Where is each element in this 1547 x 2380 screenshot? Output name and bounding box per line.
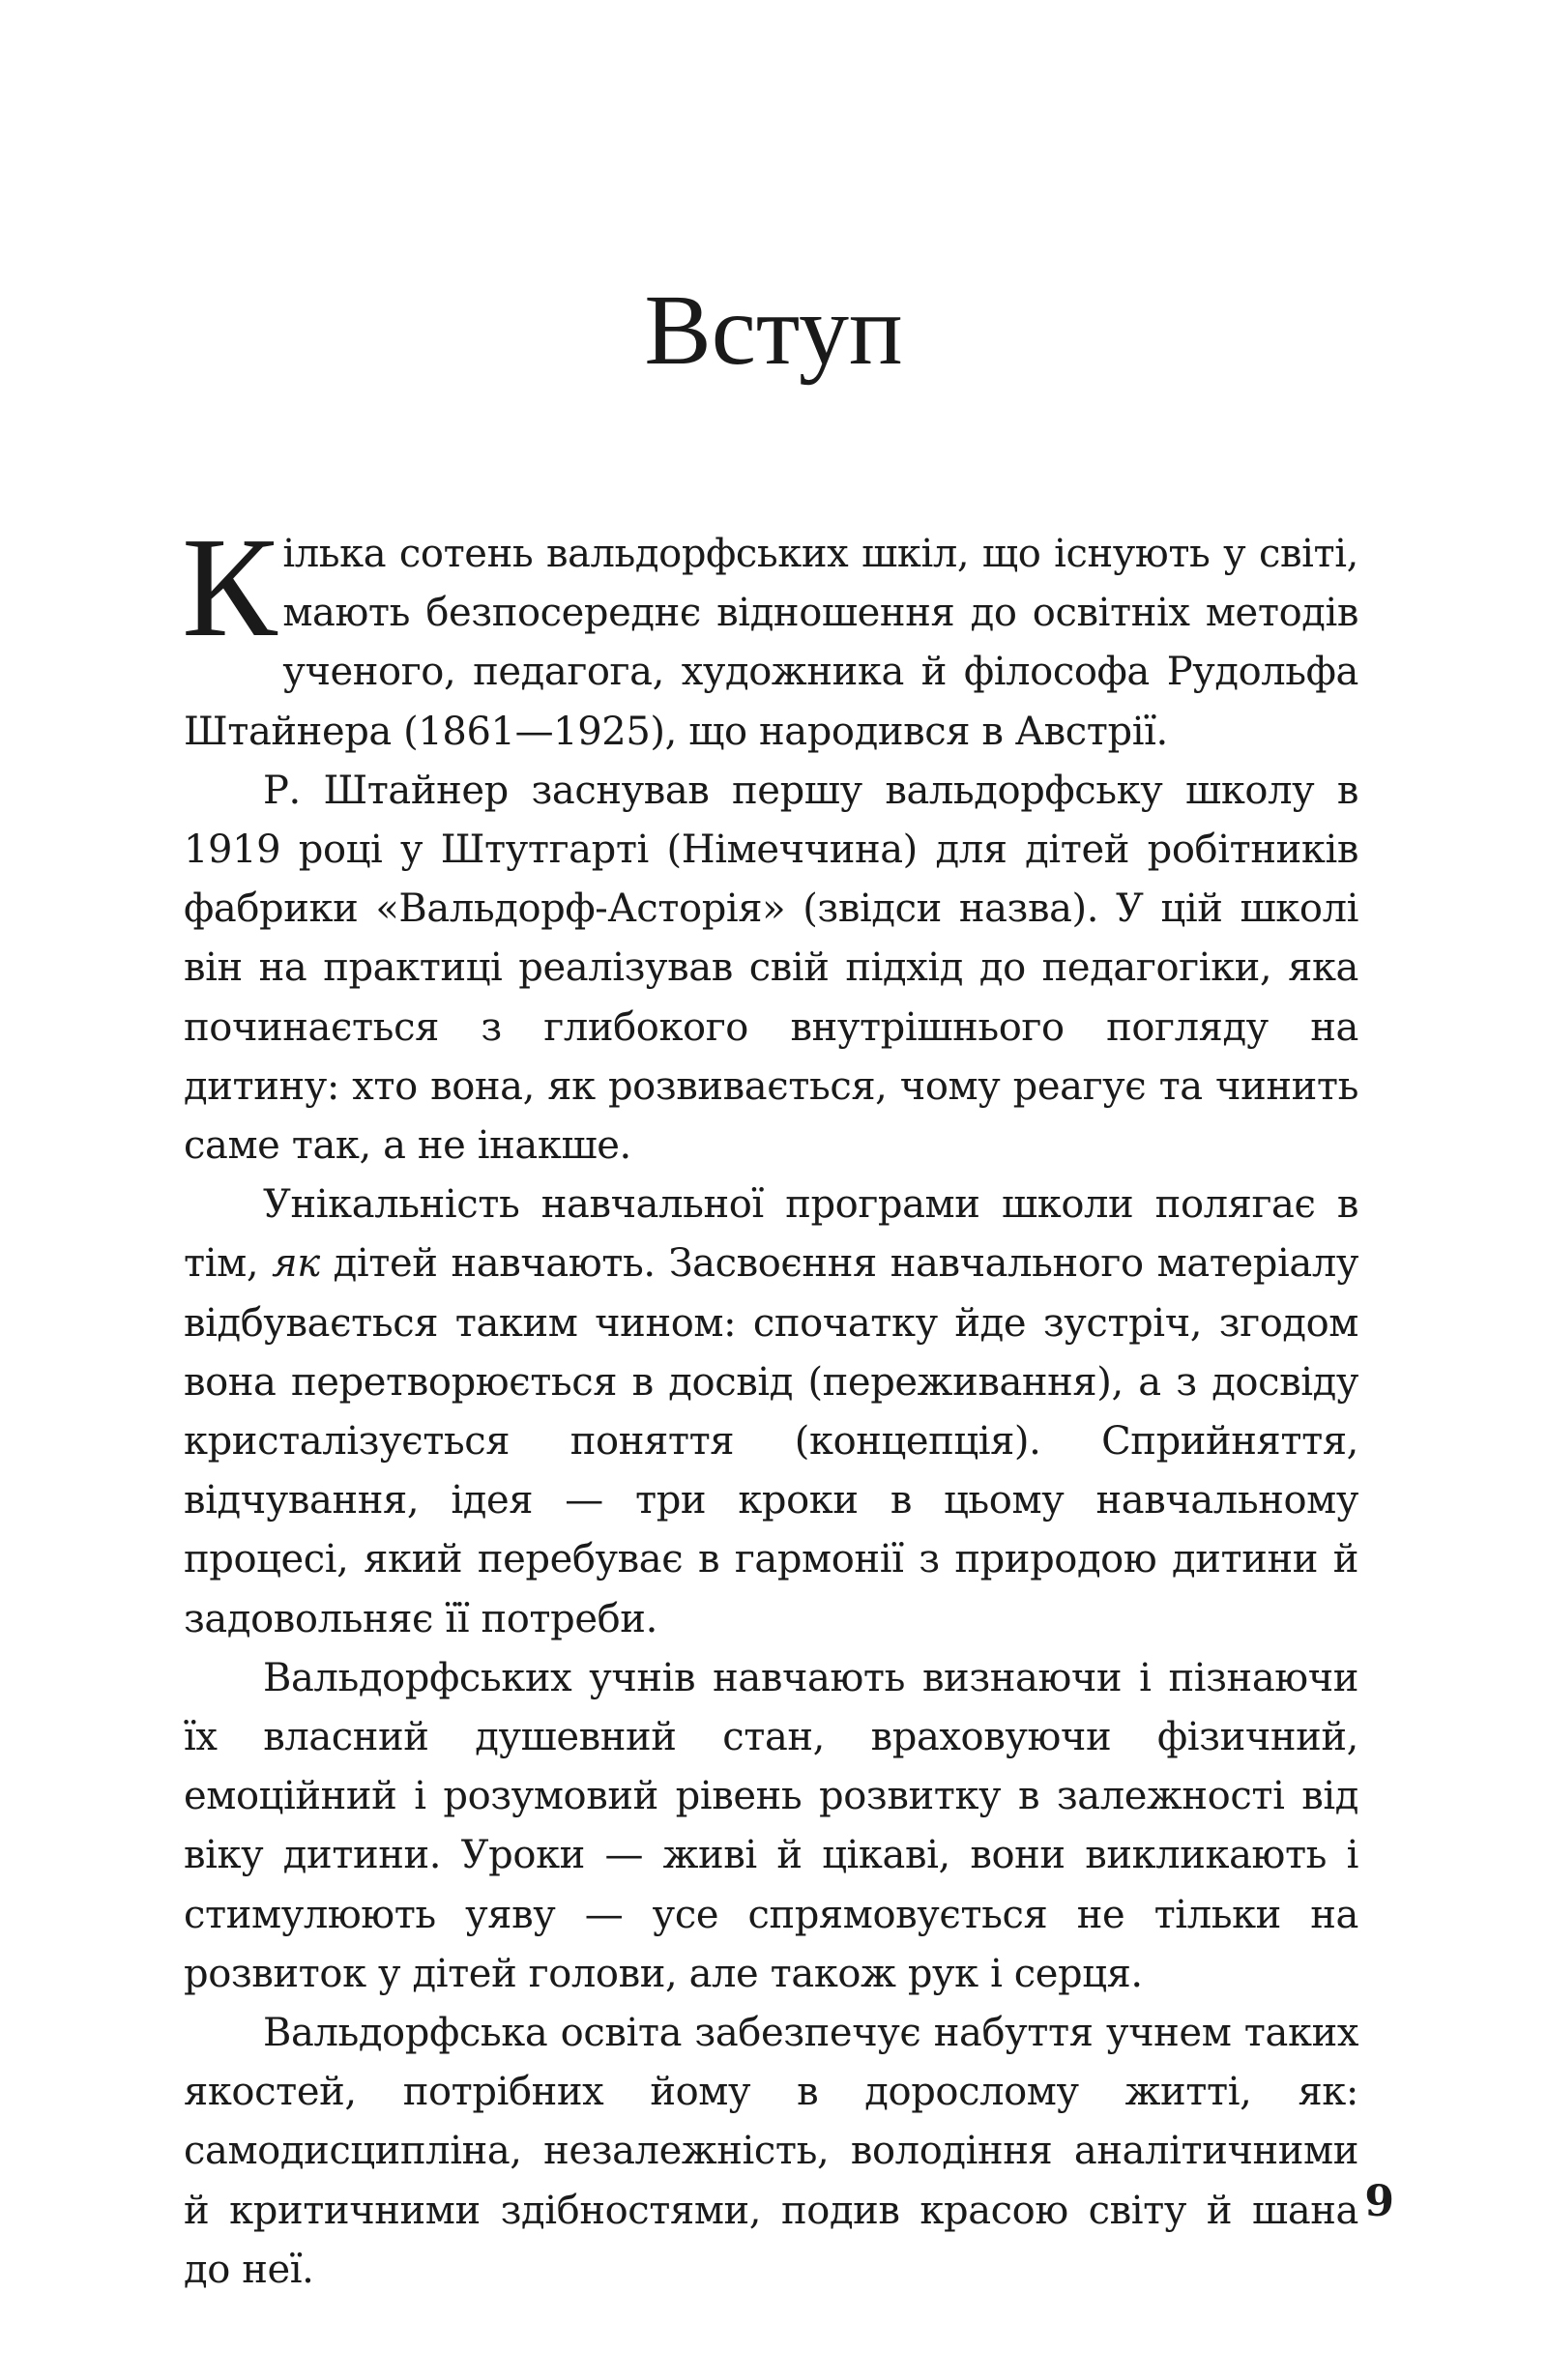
paragraph-1-text: ілька сотень вальдорфських шкіл, що існують у світі, мають безпосереднє відношення до освітніх методів ученого, педагога, художника й філософа Рудольфа Штайнера (1861—1925), що народився в Австрії. xyxy=(184,532,1358,754)
drop-cap: К xyxy=(182,508,277,667)
page-title: Вступ xyxy=(644,275,903,386)
paragraph-3 xyxy=(184,1175,1358,1649)
paragraph-2: Р. Штайнер заснував першу вальдорфську школу в 1919 році у Штутгарті (Німеччина) для дітей робітників фабрики «Вальдорф-Асторія» (звідси назва). У цій школі він на практиці реалізував свій підхід до педагогіки, яка починається з глибокого внутрішнього погляду на дитину: хто вона, як розвивається, чому реагує та чинить саме так, а не інакше. xyxy=(184,768,1358,1169)
page-number: 9 xyxy=(1364,2177,1394,2226)
paragraph-5: Вальдорфська освіта забезпечує набуття учнем таких якостей, потрібних йому в дорослому житті, як: самодисципліна, незалежність, володіння аналітичними й критичними здібностями, подив красою світу й шана до неї. xyxy=(184,2011,1358,2292)
paragraph-3-emphasis: як xyxy=(272,1241,320,1287)
paragraph-4: Вальдорфських учнів навчають визнаючи і пізнаючи їх власний душевний стан, враховуючи фізичний, емоційний і розумовий рівень розвитку в залежності від віку дитини. Уроки — живі й цікаві, вони викликають і стимулюють уяву — усе спрямовується не тільки на розвиток у дітей голови, але також рук і серця. xyxy=(184,1655,1358,1996)
paragraph-3-text-after: дітей навчають. Засвоєння навчального матеріалу відбувається таким чином: спочатку йде зустріч, згодом вона перетворюється в досвід (переживання), а з досвіду кристалізується поняття (концепція). Сприйняття, відчування, ідея — три кроки в цьому навчальному процесі, який перебуває в гармонії з природою дитини й задовольняє її потреби. xyxy=(184,1241,1358,1641)
paragraph-1 xyxy=(182,508,1358,762)
paragraph-3-text-before: Унікальність навчальної програми школи полягає в тім, xyxy=(184,1182,1358,1287)
body-text xyxy=(182,508,1358,2300)
